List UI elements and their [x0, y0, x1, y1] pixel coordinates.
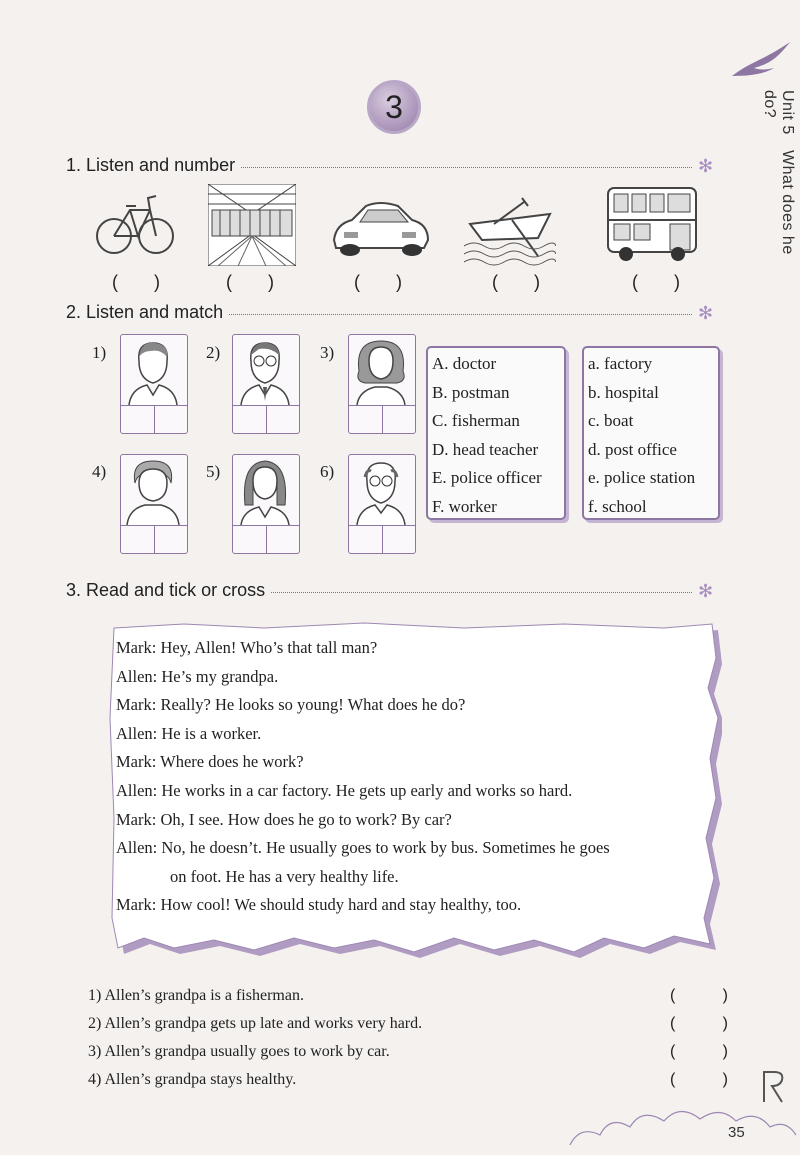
flower-icon: ✻: [698, 302, 714, 323]
face-number: 2): [206, 343, 221, 362]
answer-grid[interactable]: [233, 405, 299, 433]
job-option[interactable]: E. police officer: [432, 468, 542, 487]
question-row: [88, 1038, 728, 1066]
face-number: 5): [206, 462, 221, 481]
section1-header: [66, 155, 716, 176]
dialog-line: [116, 806, 716, 835]
question-number: 3): [88, 1043, 102, 1060]
question-list: [88, 982, 728, 1094]
young-woman-face-icon: [233, 455, 297, 525]
place-option[interactable]: a. factory: [588, 354, 653, 373]
answer-blank-2[interactable]: ( ): [226, 272, 274, 292]
question-text: Allen’s grandpa usually goes to work by car.: [101, 1043, 390, 1060]
utterance: He’s my grandpa.: [157, 666, 279, 686]
dialog-line: [116, 834, 716, 863]
side-unit-label: [756, 90, 796, 290]
question-row: [88, 982, 728, 1010]
subway-station-icon: [208, 184, 296, 266]
dialog-line: [116, 634, 716, 663]
bird-icon: [730, 40, 792, 80]
speaker: Allen:: [116, 723, 158, 743]
face-number: 4): [92, 462, 107, 481]
answer-blank[interactable]: ( ): [670, 987, 728, 1004]
dialog-line: [116, 863, 716, 892]
dialog-text: [116, 634, 716, 920]
utterance: How cool! We should study hard and stay healthy, too.: [156, 895, 522, 915]
face-number: 6): [320, 462, 335, 481]
old-man-glasses-face-icon: [349, 455, 413, 525]
question-text: Allen’s grandpa gets up late and works very hard.: [101, 1015, 423, 1032]
face-box-2[interactable]: [232, 334, 300, 434]
face-box-4[interactable]: [120, 454, 188, 554]
speaker: Mark:: [116, 638, 157, 657]
dotted-leader: [271, 592, 692, 593]
dialog-paper: [104, 618, 722, 958]
speaker: Mark:: [116, 695, 157, 715]
answer-grid[interactable]: [121, 405, 187, 433]
speaker: Allen:: [116, 838, 158, 858]
job-option[interactable]: C. fisherman: [432, 411, 520, 430]
section2-title: 2. Listen and match: [66, 302, 224, 322]
job-option[interactable]: F. worker: [432, 496, 497, 516]
section3-title: 3. Read and tick or cross: [66, 580, 266, 600]
section3-header: [66, 580, 716, 601]
face-box-5[interactable]: [232, 454, 300, 554]
speaker: Allen:: [116, 780, 158, 800]
dialog-line: [116, 720, 716, 749]
face-box-6[interactable]: [348, 454, 416, 554]
old-woman-face-icon: [121, 455, 185, 525]
woman-curly-hair-face-icon: [349, 335, 413, 405]
utterance: He works in a car factory. He gets up early and works so hard.: [157, 780, 573, 800]
lesson-number-badge: [367, 80, 421, 134]
place-option[interactable]: f. school: [588, 496, 647, 516]
face-number: 1): [92, 343, 107, 362]
face-number: 3): [320, 343, 335, 362]
places-list: [582, 346, 720, 520]
answer-grid[interactable]: [349, 405, 415, 433]
answer-blank[interactable]: ( ): [670, 1071, 728, 1088]
dialog-line: [116, 663, 716, 692]
place-option[interactable]: c. boat: [588, 411, 634, 430]
question-row: [88, 1010, 728, 1038]
unit-label: Unit 5: [779, 90, 796, 135]
utterance: No, he doesn’t. He usually goes to work by bus. Sometimes he goes: [157, 838, 610, 858]
boat-icon: [464, 184, 556, 266]
face-box-1[interactable]: [120, 334, 188, 434]
dialog-line: [116, 691, 716, 720]
utterance: on foot. He has a very healthy life.: [170, 866, 399, 886]
page-number: 35: [728, 1124, 745, 1141]
speaker: Mark:: [116, 752, 157, 772]
bus-icon: [604, 184, 700, 266]
answer-blank[interactable]: ( ): [670, 1015, 728, 1032]
r-logo-icon: [758, 1066, 788, 1106]
speaker: Mark:: [116, 895, 157, 915]
question-text: Allen’s grandpa stays healthy.: [101, 1071, 297, 1088]
dialog-line: [116, 891, 716, 920]
speaker: Allen:: [116, 666, 158, 686]
answer-blank-5[interactable]: ( ): [632, 272, 680, 292]
answer-blank-4[interactable]: ( ): [492, 272, 540, 292]
dialog-line: [116, 748, 716, 777]
dotted-leader: [241, 167, 692, 168]
job-option[interactable]: A. doctor: [432, 354, 497, 373]
section2-header: [66, 302, 716, 323]
utterance: Where does he work?: [156, 752, 304, 772]
section1-title: 1. Listen and number: [66, 155, 236, 175]
answer-grid[interactable]: [121, 525, 187, 553]
job-option[interactable]: B. postman: [432, 382, 510, 402]
question-text: Allen’s grandpa is a fisherman.: [101, 987, 304, 1004]
dialog-line: [116, 777, 716, 806]
face-box-3[interactable]: [348, 334, 416, 434]
answer-blank-3[interactable]: ( ): [354, 272, 402, 292]
jobs-list: [426, 346, 566, 520]
man-with-glasses-face-icon: [233, 335, 297, 405]
unit-title: What does he do?: [761, 90, 796, 255]
flower-icon: ✻: [698, 155, 714, 176]
question-number: 1): [88, 987, 102, 1004]
speaker: Mark:: [116, 809, 157, 829]
utterance: Hey, Allen! Who’s that tall man?: [156, 638, 378, 657]
answer-grid[interactable]: [349, 525, 415, 553]
answer-blank[interactable]: ( ): [670, 1043, 728, 1060]
question-number: 2): [88, 1015, 102, 1032]
young-man-face-icon: [121, 335, 185, 405]
car-icon: [328, 184, 432, 266]
utterance: He is a worker.: [157, 723, 262, 743]
answer-grid[interactable]: [233, 525, 299, 553]
job-option[interactable]: D. head teacher: [432, 439, 539, 459]
utterance: Really? He looks so young! What does he do?: [156, 695, 466, 715]
place-option[interactable]: b. hospital: [588, 382, 659, 402]
utterance: Oh, I see. How does he go to work? By car?: [156, 809, 452, 829]
flower-icon: ✻: [698, 580, 714, 601]
question-number: 4): [88, 1071, 102, 1088]
answer-blank-1[interactable]: ( ): [112, 272, 160, 292]
bicycle-icon: [94, 184, 176, 266]
dotted-leader: [229, 314, 692, 315]
place-option[interactable]: d. post office: [588, 439, 677, 459]
place-option[interactable]: e. police station: [588, 468, 696, 487]
lesson-number: 3: [385, 88, 403, 125]
